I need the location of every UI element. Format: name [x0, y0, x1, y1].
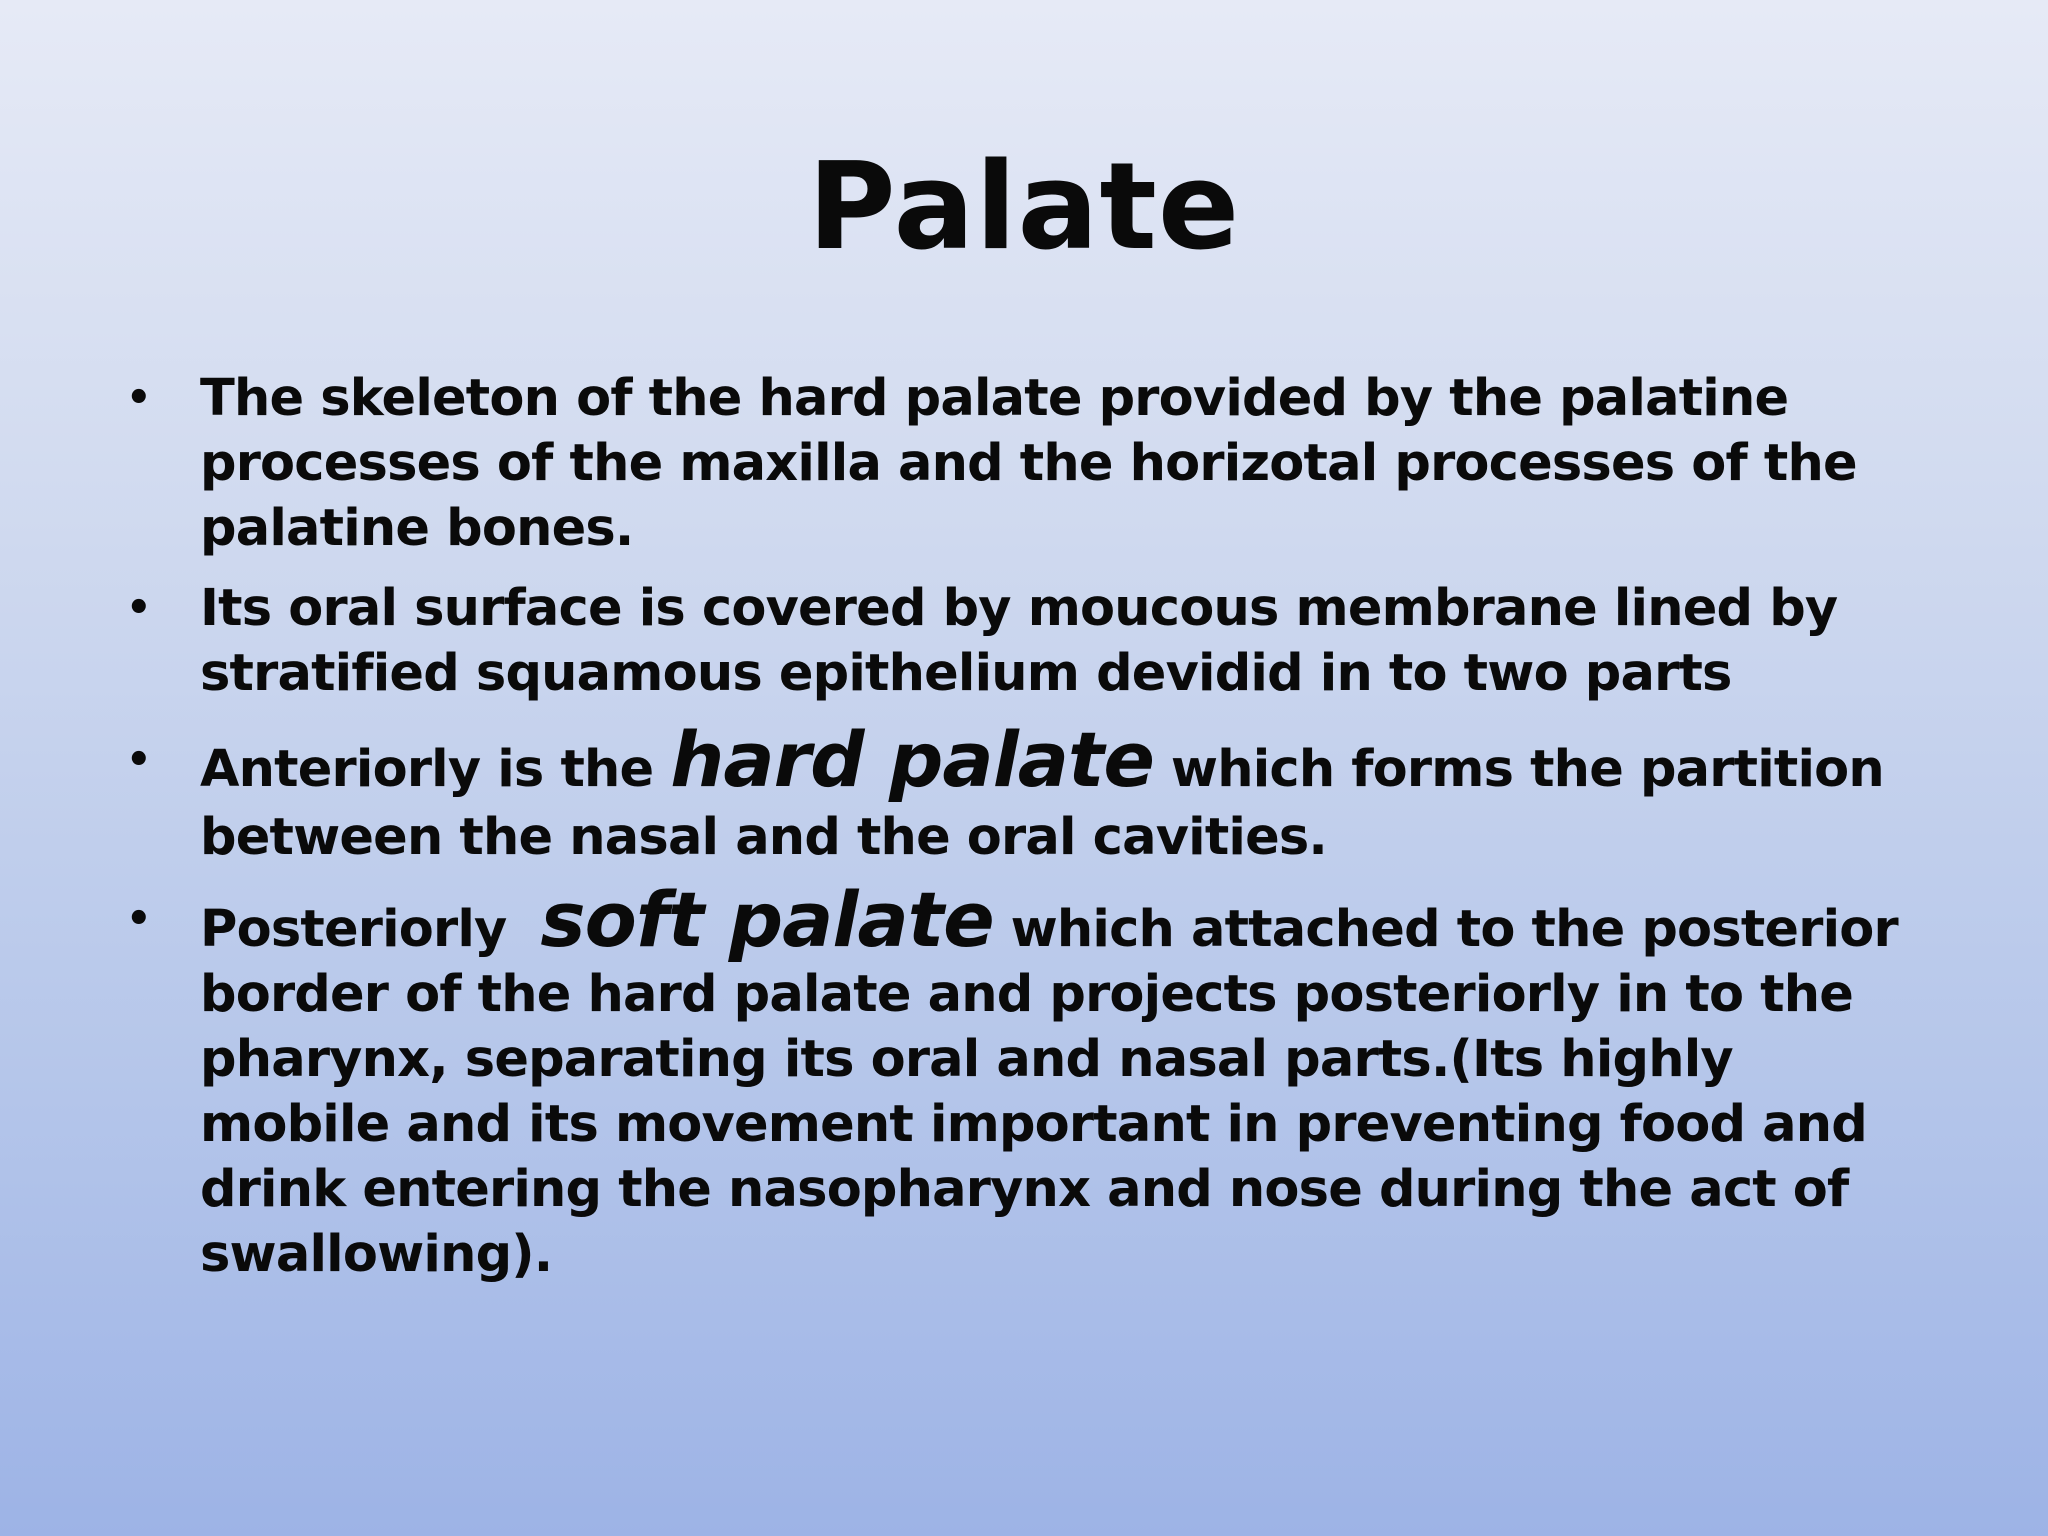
bullet-dot-icon: • — [126, 737, 151, 783]
bullet-text: Its oral surface is covered by moucous membrane lined by stratified squamous epithelium devidid in to two parts — [200, 579, 1838, 703]
bullet-dot-icon: • — [126, 585, 151, 631]
bullet-item-anteriorly — [118, 715, 1918, 872]
bullet-text: The skeleton of the hard palate provided by the palatine processes of the maxilla and the horizotal processes of the palatine bones. — [200, 369, 1857, 558]
bullet-dot-icon: • — [126, 375, 151, 421]
bullet-dot-icon: • — [126, 896, 151, 942]
emphasis-hard-palate: hard palate — [670, 715, 1154, 804]
bullet-text-before: Posteriorly — [200, 900, 541, 959]
emphasis-soft-palate: soft palate — [540, 875, 994, 964]
bullet-text-before: Anteriorly is the — [200, 740, 671, 799]
bullet-item-oral-surface — [118, 576, 1918, 706]
bullet-item-hard-palate-skeleton — [118, 366, 1918, 561]
bullet-text-after: which forms the partition between the nasal and the oral cavities. — [200, 740, 1884, 867]
bullet-item-posteriorly — [118, 875, 1918, 1287]
bullet-text-after: which attached to the posterior border of the hard palate and projects posteriorly in to the pharynx, separating its oral and nasal parts.(Its highly mobile and its movement important in preventing food and drink entering the nasopharynx and nose during the act of swallowing). — [200, 900, 1898, 1284]
bullet-list — [118, 366, 1918, 1302]
slide-title: Palate — [807, 138, 1241, 277]
